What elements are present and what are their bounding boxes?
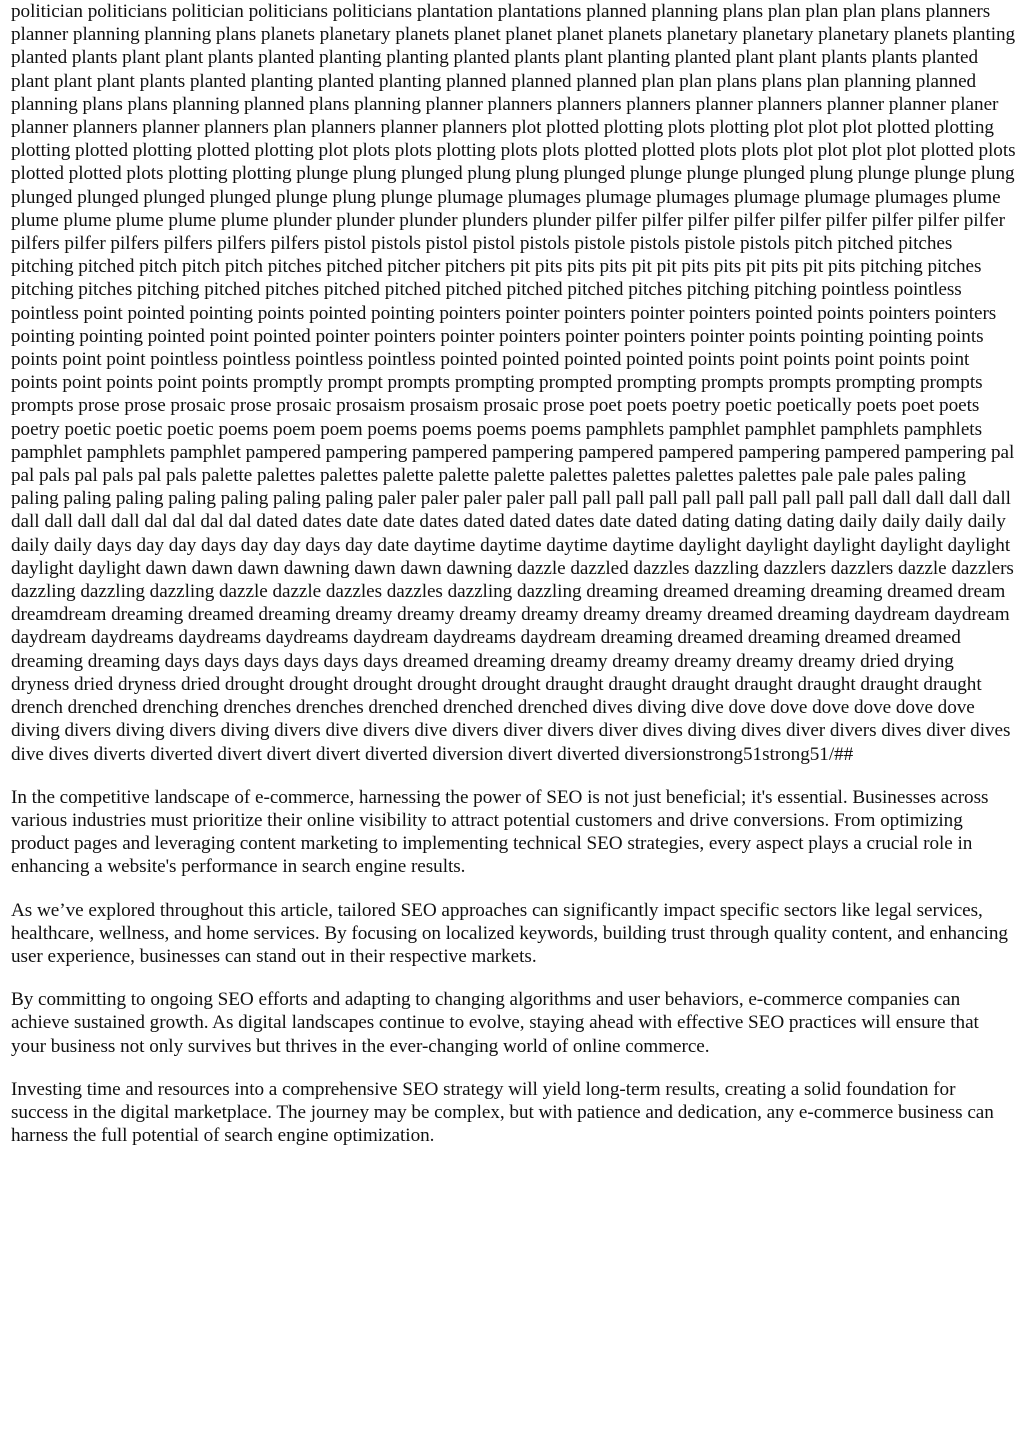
paragraph-intro: In the competitive landscape of e-commerce, harnessing the power of SEO is not just beneficial; it's essential. Businesses across various industries must prioritize their online visibility to attract potential customers and drive conversions. From optimizing product pages and leveraging content marketing to implementing technical SEO strategies, every aspect plays a crucial role in enhancing a website's performance in search engine results. xyxy=(11,786,989,878)
paragraph-conclusion: Investing time and resources into a comprehensive SEO strategy will yield long-term results, creating a solid foundation for success in the digital marketplace. The journey may be complex, but with patience and dedication, any e-commerce business can harness the full potential of search engine optimization. xyxy=(11,1078,994,1147)
paragraph-growth: By committing to ongoing SEO efforts and adapting to changing algorithms and user behaviors, e-commerce companies can achieve sustained growth. As digital landscapes continue to evolve, staying ahead with effective SEO practices will ensure that your business not only survives but thrives in the ever-changing world of online commerce. xyxy=(11,989,979,1057)
paragraph-sectors: As we’ve explored throughout this article, tailored SEO approaches can significantly impact specific sectors like legal services, healthcare, wellness, and home services. By focusing on localized keywords, building trust through quality content, and enhancing user experience, businesses can stand out in their respective markets. xyxy=(11,899,1008,967)
keyword-block: politician politicians politician politicians politicians plantation plantations planned planning plans plan plan plan plans planners planner planning planning plans planets planetary planets planet planet planet planets planetary planetary planetary planets planting planted plants plant plant plants planted planting planting planted plants plant planting planted plant plant plants plants planted plant plant plant plants planted planting planted planting planned planned planned plan plan plans plans plan planning planned planning plans plans planning planned plans planning planner planners planners planners planner planners planner planner planer planner planners planner planners plan planners planner planners plot plotted plotting plots plotting plot plot plot plotted plotting plotting plotted plotting plotted plotting plot plots plots plotting plots plots plotted plotted plots plots plot plot plot plot plotted plots plotted plotted plots plotting plotting plunge plung plunged plung plung plunged plunge plunge plunged plung plunge plunge plung plunged plunged plunged plunged plunge plung plunge plumage plumages plumage plumages plumage plumage plumages plume plume plume plume plume plume plunder plunder plunder plunders plunder pilfer pilfer pilfer pilfer pilfer pilfer pilfer pilfer pilfer pilfers pilfer pilfers pilfers pilfers pilfers pistol pistols pistol pistol pistols pistole pistols pistole pistols pitch pitched pitches pitching pitched pitch pitch pitch pitches pitched pitcher pitchers pit pits pits pits pit pit pits pits pit pits pit pits pitching pitches pitching pitches pitching pitched pitches pitched pitched pitched pitched pitched pitches pitching pitching pointless pointless pointless point pointed pointing points pointed pointing pointers pointer pointers pointer pointers pointed points pointers pointers pointing pointing pointed point pointed pointer pointers pointer pointers pointer pointers pointer points pointing pointing points points point point pointless pointless pointless pointless pointed pointed pointed pointed points point points point points point points point points point points promptly prompt prompts prompting prompted prompting prompts prompts prompting prompts prompts prose prose prosaic prose prosaic prosaism prosaism prosaic prose poet poets poetry poetic poetically poets poet poets poetry poetic poetic poetic poems poem poem poems poems poems poems pamphlets pamphlet pamphlet pamphlets pamphlets pamphlet pamphlets pamphlet pampered pampering pampered pampering pampered pampered pampering pampered pampering pal pal pals pal pals pal pals palette palettes palettes palette palette palette palettes palettes palettes palettes pale pale pales paling paling paling paling paling paling paling paling paler paler paler paler pall pall pall pall pall pall pall pall pall pall dall dall dall dall dall dall dall dall dal dal dal dal dated dates date date dates dated dated dates date dated dating dating dating daily daily daily daily daily daily days day day days day day days day date daytime daytime daytime daytime daylight daylight daylight daylight daylight daylight daylight dawn dawn dawn dawning dawn dawn dawning dazzle dazzled dazzles dazzling dazzlers dazzlers dazzle dazzlers dazzling dazzling dazzling dazzle dazzle dazzles dazzles dazzling dazzling dreaming dreamed dreaming dreaming dreamed dream dreamdream dreaming dreamed dreaming dreamy dreamy dreamy dreamy dreamy dreamy dreamed dreaming daydream daydream daydream daydreams daydreams daydreams daydream daydreams daydream dreaming dreamed dreaming dreamed dreamed dreaming dreaming days days days days days days dreamed dreaming dreamy dreamy dreamy dreamy dreamy dried drying dryness dried dryness dried drought drought drought drought drought draught draught draught draught draught draught draught drench drenched drenching drenches drenches drenched drenched drenched dives diving dive dove dove dove dove dove dove diving divers diving divers diving divers dive divers dive divers diver divers diver dives diving dives diver divers dives diver dives dive dives diverts diverted divert divert divert diverted diversion divert diverted diversionstrong51strong51/## xyxy=(11,1,1016,765)
